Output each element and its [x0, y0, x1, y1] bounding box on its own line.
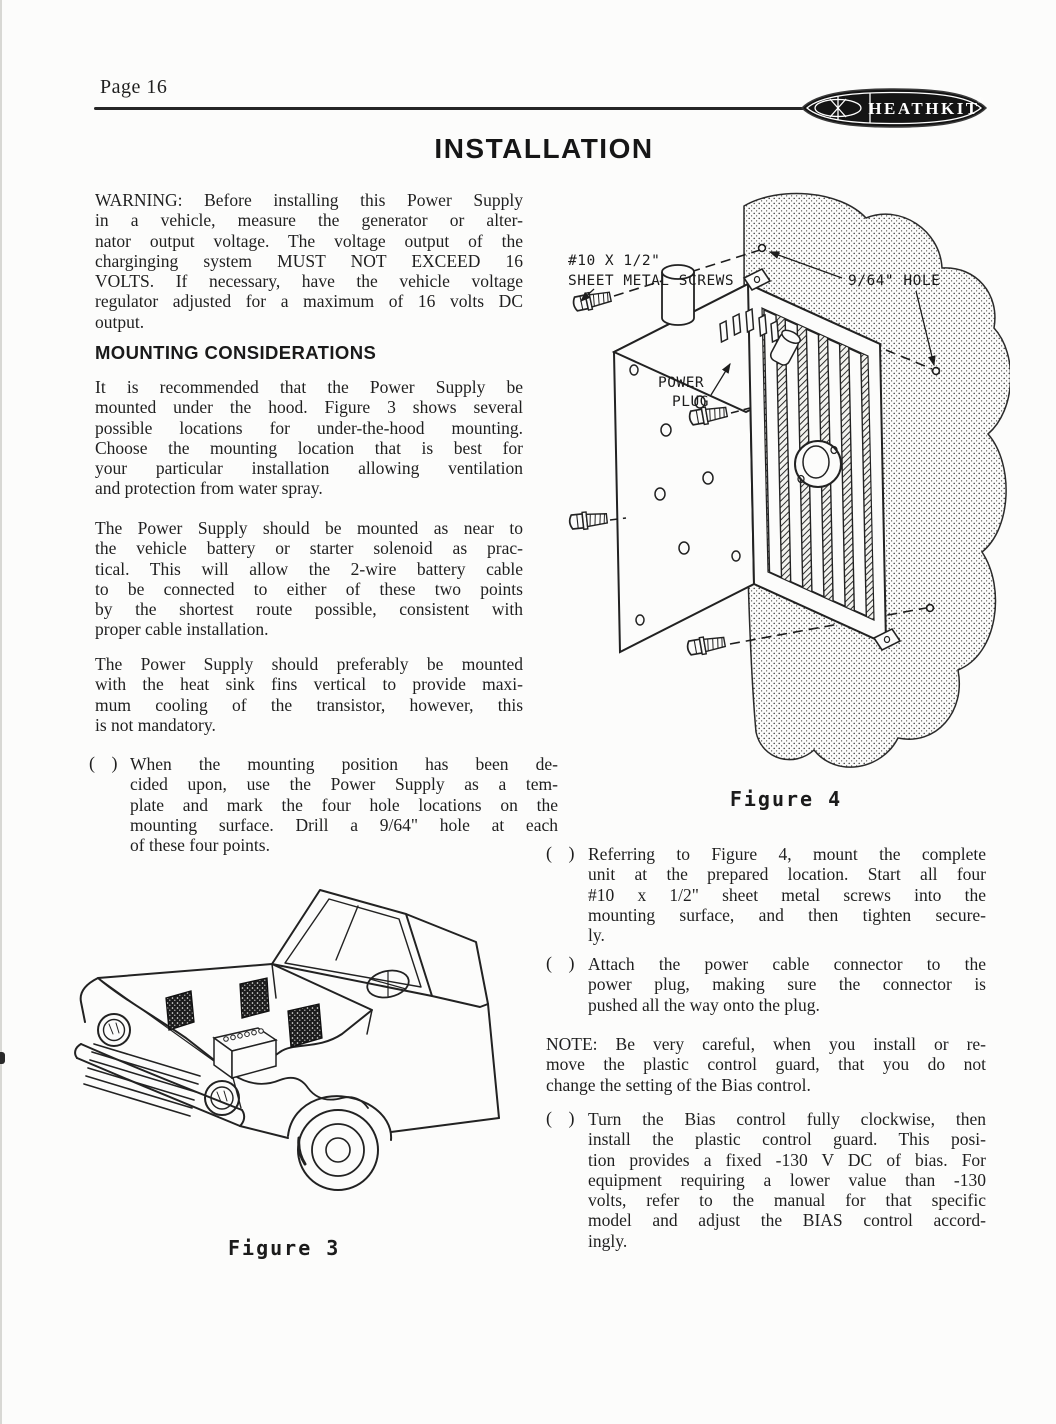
hole-label: 9/64" HOLE: [848, 273, 941, 289]
page-title: INSTALLATION: [434, 133, 654, 164]
checklist-item-text: When the mounting position has been de- cided upon, use the Power Supply as a tem- plate and mark the four hole locations on the mounting surface. Drill a 9/64" hole at each of these four points.: [130, 754, 558, 856]
checklist-item-text: Turn the Bias control fully clockwise, then install the plastic control guard. This posi- tion provides a fixed -130 V DC of bias. For equipment requiring a lower value than -130 volts, refer to the manual for that specific model and adjust the BIAS control accord- ingly.: [588, 1109, 986, 1251]
figure-3-car-illustration: [36, 876, 536, 1234]
page-number: Page 16: [100, 76, 168, 98]
checklist-item-text: Referring to Figure 4, mount the complete unit at the prepared location. Start all four #10 x 1/2" sheet metal screws into the mounting surface, and then tighten secure- ly.: [588, 844, 986, 946]
power-plug-label-line1: POWER: [658, 375, 705, 391]
checklist-item-template: [89, 753, 558, 856]
paragraph-near-battery: The Power Supply should be mounted as near to the vehicle battery or starter solenoid as prac- tical. This will allow the 2-wire battery cable to be connected to either of these two points by the shortest route possible, consistent with proper cable installation.: [95, 518, 523, 640]
note-paragraph: NOTE: Be very careful, when you install or re- move the plastic control guard, that you do not change the setting of the Bias control.: [546, 1034, 986, 1095]
figure-4-mounting-illustration: [548, 192, 1010, 784]
checklist-item-bias-control: [546, 1109, 986, 1251]
power-plug-label-line2: PLUG: [672, 394, 709, 410]
checklist-item-attach-cable: [546, 954, 986, 1015]
brand-name: HEATHKIT: [868, 99, 980, 118]
checkbox-marker: ( ): [546, 953, 581, 973]
transistor: [795, 441, 841, 487]
checklist-item-mount: [546, 844, 986, 945]
screws-label-line1: #10 X 1/2": [568, 253, 661, 269]
registered-mark: ®: [977, 96, 984, 105]
checkbox-marker: ( ): [546, 1108, 581, 1128]
battery: [214, 1028, 276, 1078]
heathkit-logo: [798, 85, 990, 131]
screws-label-line2: SHEET METAL SCREWS: [568, 273, 735, 289]
heathkit-logo-svg: [798, 85, 990, 131]
checkbox-marker: ( ): [89, 753, 124, 773]
warning-paragraph: WARNING: Before installing this Power Supply in a vehicle, measure the generator or alter- nator output voltage. The voltage output of the charginging system MUST NOT EXCEED 16 VOLTS. If necessary, have the vehicle voltage regulator adjusted for a maximum of 16 volts DC output.: [95, 190, 523, 332]
scan-artifact: [0, 1052, 5, 1064]
paragraph-mounting-location: It is recommended that the Power Supply be mounted under the hood. Figure 3 shows several possible locations for under-the-hood mounting. Choose the mounting location that is best for your particular installation allowing ventilation and protection from water spray.: [95, 377, 523, 499]
figure-3-caption: Figure 3: [228, 1236, 341, 1260]
checkbox-marker: ( ): [546, 843, 581, 863]
paragraph-heat-sink: The Power Supply should preferably be mounted with the heat sink fins vertical to provide maxi- mum cooling of the transistor, however, this is not mandatory.: [95, 654, 523, 735]
checklist-item-text: Attach the power cable connector to the power plug, making sure the connector is pushed all the way onto the plug.: [588, 954, 986, 1015]
scan-edge-artifact: [0, 0, 2, 1424]
section-heading-mounting: MOUNTING CONSIDERATIONS: [95, 342, 377, 363]
header-rule: [94, 107, 810, 110]
figure-4-caption: Figure 4: [729, 787, 843, 811]
